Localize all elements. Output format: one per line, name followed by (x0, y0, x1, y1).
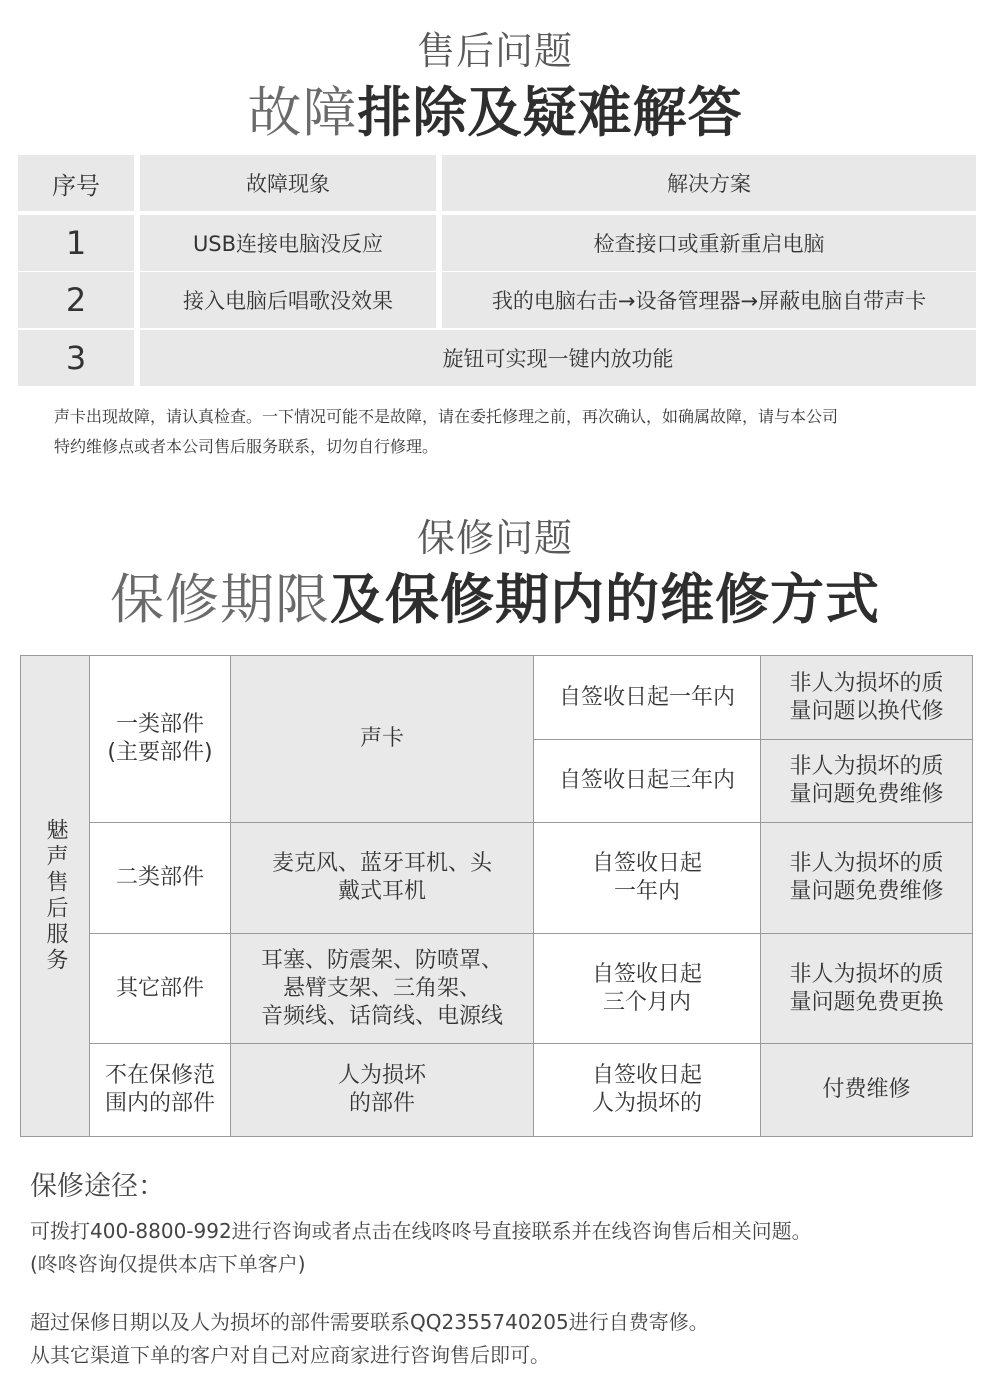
class1-policy2 (760, 739, 972, 822)
out-of-warranty-paragraph (30, 1306, 709, 1372)
class3-label: 其它部件 (89, 933, 230, 1043)
class1-parts: 声卡 (230, 656, 533, 822)
class4-label-line1: 不在保修范 (104, 1063, 215, 1088)
section1-title-bold: 排除及疑难解答 (357, 81, 743, 144)
class1-policy2-line2: 量问题免费维修 (789, 782, 944, 807)
class2-parts-line2: 戴式耳机 (337, 879, 426, 904)
class1-policy2-line1: 非人为损坏的质 (789, 754, 944, 779)
class3-policy-line2: 量问题免费更换 (789, 989, 944, 1015)
table-header-row (18, 155, 976, 211)
contact-line-1: 可拨打400-8800-992进行咨询或者点击在线咚咚号直接联系并在线咨询售后相关问题。 (30, 1219, 812, 1243)
row-no: 3 (18, 330, 134, 386)
contact-line-2: (咚咚咨询仅提供本店下单客户) (30, 1252, 306, 1276)
class2-period-line2: 一年内 (613, 879, 680, 904)
class4-period-line2: 人为损坏的 (591, 1091, 702, 1116)
row-merged: 旋钮可实现一键内放功能 (140, 330, 976, 386)
class3-policy-line1: 非人为损坏的质 (789, 961, 944, 987)
note-line-2: 特约维修点或者本公司售后服务联系，切勿自行修理。 (54, 437, 439, 456)
class3-period-line1: 自签收日起 (591, 961, 702, 987)
warranty-table (20, 655, 973, 1137)
class2-policy (760, 822, 972, 933)
class3-parts-line3: 音频线、话筒线、电源线 (260, 1003, 503, 1029)
class4-parts-line2: 的部件 (348, 1091, 415, 1116)
troubleshooting-note (54, 402, 838, 462)
class4-label (89, 1043, 230, 1136)
contact-paragraph (30, 1215, 812, 1281)
warranty-channels-heading: 保修途径： (30, 1171, 165, 1202)
out-of-warranty-line-2: 从其它渠道下单的客户对自己对应商家进行咨询售后即可。 (30, 1343, 550, 1367)
row-solution: 我的电脑右击→设备管理器→屏蔽电脑自带声卡 (442, 272, 976, 328)
class1-period2: 自签收日起三年内 (533, 739, 760, 822)
class2-period-line1: 自签收日起 (591, 851, 702, 876)
header-symptom: 故障现象 (140, 155, 436, 211)
class2-parts (230, 822, 533, 933)
class1-label-line2: (主要部件) (107, 740, 213, 765)
class2-policy-line1: 非人为损坏的质 (789, 851, 944, 876)
section2-title-bold: 及保修期内的维修方式 (330, 568, 880, 631)
header-no: 序号 (18, 155, 134, 211)
row-symptom: 接入电脑后唱歌没效果 (140, 272, 436, 328)
class3-period-line2: 三个月内 (602, 989, 691, 1015)
class1-policy1-line1: 非人为损坏的质 (789, 670, 944, 696)
class1-policy1-line2: 量问题以换代修 (789, 698, 944, 724)
section2-subtitle: 保修问题 (416, 516, 573, 560)
table-row (18, 272, 976, 328)
class1-period1: 自签收日起一年内 (533, 656, 760, 739)
class3-parts-line2: 悬臂支架、三角架、 (282, 975, 481, 1001)
section1-title-light: 故障 (247, 81, 358, 144)
class4-period (533, 1043, 760, 1136)
class3-period (533, 933, 760, 1043)
section2-title (0, 557, 990, 634)
class4-period-line1: 自签收日起 (591, 1063, 702, 1088)
class3-policy (760, 933, 972, 1043)
section1-subtitle: 售后问题 (416, 29, 573, 73)
class3-parts (230, 933, 533, 1043)
class4-label-line2: 围内的部件 (104, 1091, 215, 1116)
class1-label-line1: 一类部件 (115, 712, 204, 737)
class1-label (89, 656, 230, 822)
header-solution: 解决方案 (442, 155, 976, 211)
class4-policy: 付费维修 (760, 1043, 972, 1136)
class2-period (533, 822, 760, 933)
section2-title-light: 保修期限 (110, 568, 330, 631)
out-of-warranty-line-1: 超过保修日期以及人为损坏的部件需要联系QQ2355740205进行自费寄修。 (30, 1310, 709, 1334)
row-no: 1 (18, 215, 134, 271)
note-line-1: 声卡出现故障，请认真检查。一下情况可能不是故障，请在委托修理之前，再次确认，如确属故障，请与本公司 (54, 407, 839, 426)
class2-policy-line2: 量问题免费维修 (789, 879, 944, 904)
row-no: 2 (18, 272, 134, 328)
class4-parts (230, 1043, 533, 1136)
row-solution: 检查接口或重新重启电脑 (442, 215, 976, 271)
side-label-text: 魅声售后服务 (43, 818, 68, 974)
table-row (18, 330, 976, 386)
table-row (18, 215, 976, 271)
row-symptom: USB连接电脑没反应 (140, 215, 436, 271)
class2-label: 二类部件 (89, 822, 230, 933)
class3-parts-line1: 耳塞、防震架、防喷罩、 (260, 947, 503, 973)
class1-policy1 (760, 656, 972, 739)
section1-title (0, 70, 990, 147)
side-label (21, 656, 89, 1136)
class2-parts-line1: 麦克风、蓝牙耳机、头 (271, 851, 492, 876)
class4-parts-line1: 人为损坏 (337, 1063, 426, 1088)
